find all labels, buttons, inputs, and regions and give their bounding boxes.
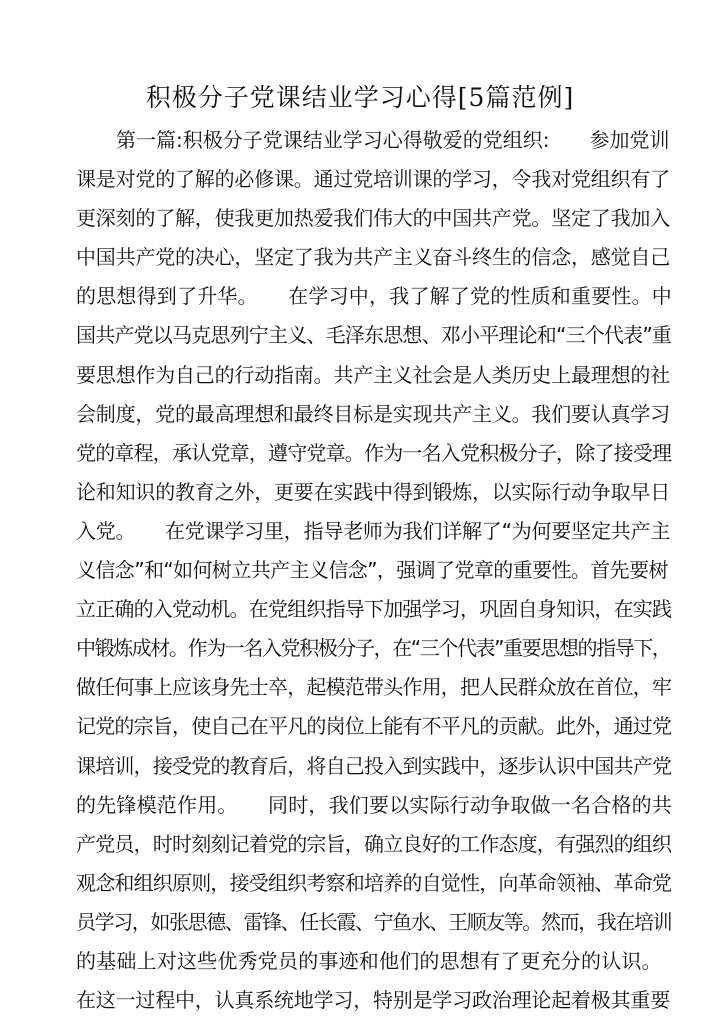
body-line: 更深刻的了解，使我更加热爱我们伟大的中国共产党。坚定了我加入 (76, 206, 670, 231)
body-line: 中国共产党的决心，坚定了我为共产主义奋斗终生的信念，感觉自己 (76, 245, 670, 270)
body-line: 会制度，党的最高理想和最终目标是实现共产主义。我们要认真学习 (76, 401, 670, 426)
body-line: 论和知识的教育之外，更要在实践中得到锻炼，以实际行动争取早日 (76, 479, 670, 504)
body-line: 第一篇:积极分子党课结业学习心得敬爱的党组织: 参加党训 (76, 128, 670, 152)
body-line: 做任何事上应该身先士卒，起模范带头作用，把人民群众放在首位，牢 (76, 675, 672, 700)
body-line: 国共产党以马克思列宁主义、毛泽东思想、邓小平理论和“三个代表”重 (76, 323, 672, 348)
body-line: 中锻炼成材。作为一名入党积极分子，在“三个代表”重要思想的指导下， (76, 636, 671, 661)
body-line: 课是对党的了解的必修课。通过党培训课的学习，令我对党组织有了 (76, 167, 670, 192)
body-line: 观念和组织原则，接受组织考察和培养的自觉性，向革命领袖、革命党 (76, 870, 672, 895)
document-body (76, 121, 672, 1020)
body-line: 课培训，接受党的教育后，将自己投入到实践中，逐步认识中国共产党 (76, 753, 672, 778)
body-line: 义信念”和“如何树立共产主义信念”，强调了党章的重要性。首先要树 (76, 558, 668, 583)
body-line: 的先锋模范作用。 同时，我们要以实际行动争取做一名合格的共 (76, 792, 672, 817)
body-line: 党的章程，承认党章，遵守党章。作为一名入党积极分子，除了接受理 (76, 440, 672, 465)
body-line: 记党的宗旨，使自己在平凡的岗位上能有不平凡的贡献。此外，通过党 (76, 714, 672, 739)
body-line: 的思想得到了升华。 在学习中，我了解了党的性质和重要性。中 (76, 284, 672, 309)
body-line: 员学习，如张思德、雷锋、任长霞、宁鱼水、王顺友等。然而，我在培训 (76, 909, 672, 934)
body-line: 立正确的入党动机。在党组织指导下加强学习，巩固自身知识，在实践 (76, 597, 672, 622)
body-line: 入党。 在党课学习里，指导老师为我们详解了“为何要坚定共产主 (76, 518, 671, 543)
body-line: 的基础上对这些优秀党员的事迹和他们的思想有了更充分的认识。 (76, 948, 662, 973)
document-title: 积极分子党课结业学习心得[5篇范例] (145, 83, 575, 112)
body-line: 产党员，时时刻刻记着党的宗旨，确立良好的工作态度，有强烈的组织 (76, 831, 672, 856)
body-line: 要思想作为自己的行动指南。共产主义社会是人类历史上最理想的社 (76, 362, 670, 387)
body-line: 在这一过程中，认真系统地学习，特别是学习政治理论起着极其重要 (76, 988, 670, 1013)
